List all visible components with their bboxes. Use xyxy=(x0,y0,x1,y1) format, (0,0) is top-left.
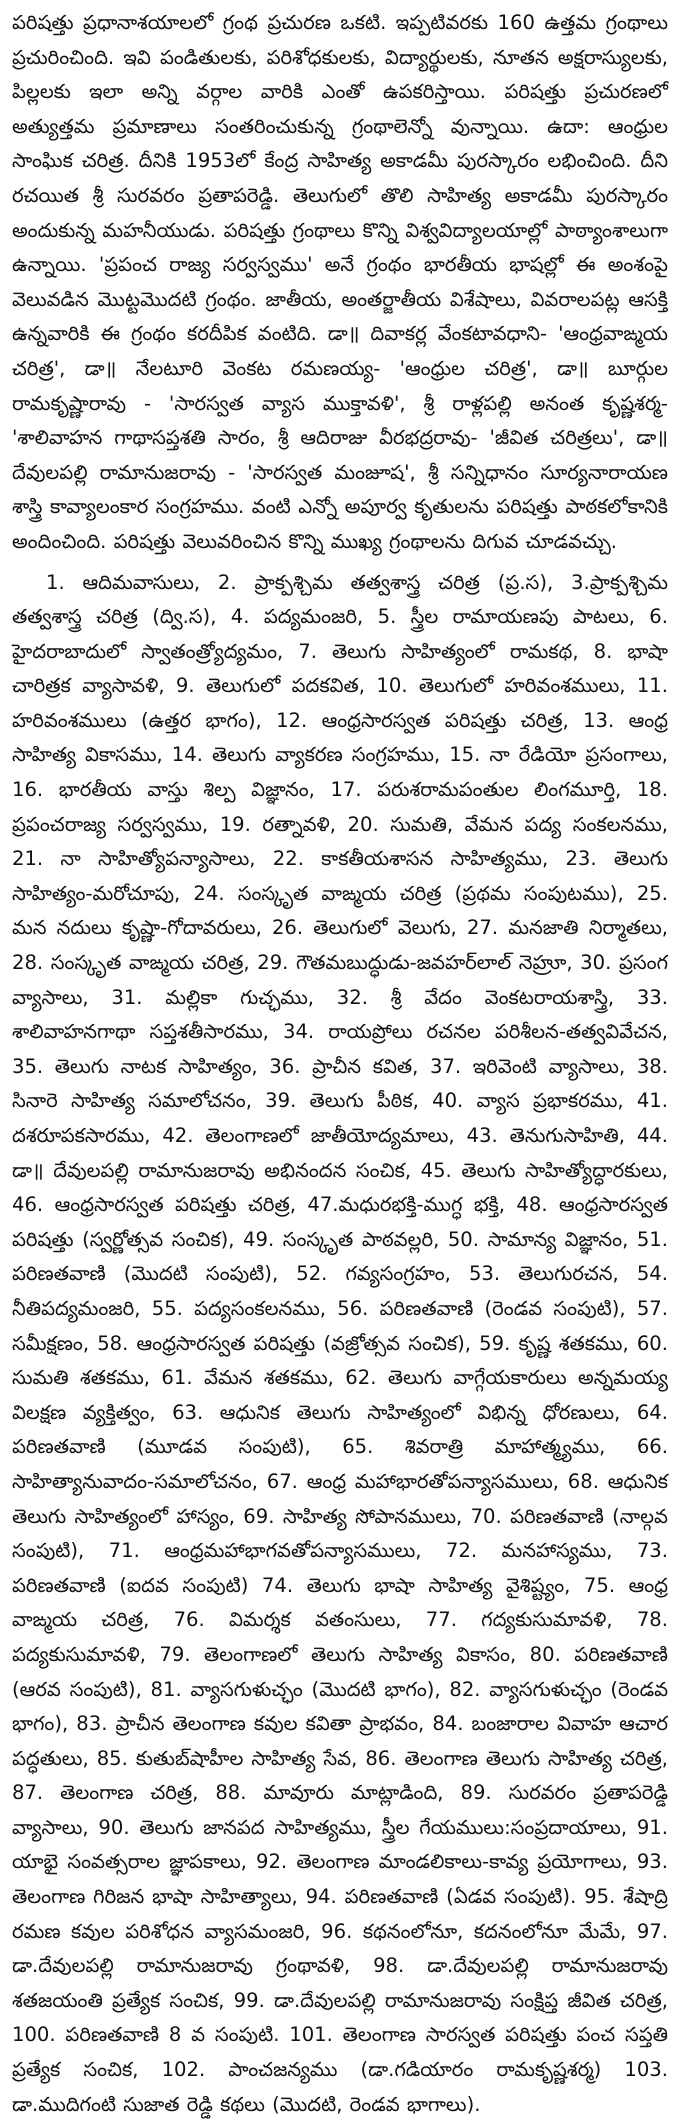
intro-paragraph: పరిషత్తు ప్రధానాశయాలలో గ్రంథ ప్రచురణ ఒకటి. ఇప్పటివరకు 160 ఉత్తమ గ్రంథాలు ప్రచురించింది. ఇవి పండితులకు, పరిశోధకులకు, విద్యార్థులకు, నూతన అక్షరాస్యులకు, పిల్లలకు ఇలా అన్ని వర్గాల వారికి ఎంతో ఉపకరిస్తాయి. పరిషత్తు ప్రచురణలో అత్యుత్తమ ప్రమాణాలు సంతరించుకున్న గ్రంథాలెన్నో వున్నాయి. ఉదా: ఆంధ్రుల సాంఘిక చరిత్ర. దీనికి 1953లో కేంద్ర సాహిత్య అకాడమీ పురస్కారం లభించింది. దీని రచయిత శ్రీ సురవరం ప్రతాపరెడ్డి. తెలుగులో తొలి సాహిత్య అకాడమీ పురస్కారం అందుకున్న మహనీయుడు. పరిషత్తు గ్రంథాలు కొన్ని విశ్వవిద్యాలయాల్లో పాఠ్యాంశాలుగా ఉన్నాయి. 'ప్రపంచ రాజ్య సర్వస్వము' అనే గ్రంథం భారతీయ భాషల్లో ఈ అంశంపై వెలువడిన మొట్టమొదటి గ్రంథం. జాతీయ, అంతర్జాతీయ విశేషాలు, వివరాలపట్ల ఆసక్తి ఉన్నవారికి ఈ గ్రంథం కరదీపిక వంటిది. డా॥ దివాకర్ల వేంకటావధాని- 'ఆంధ్రవాఙ్మయ చరిత్ర', డా॥ నేలటూరి వెంకట రమణయ్య- 'ఆంధ్రుల చరిత్ర', డా॥ బూర్గుల రామకృష్ణారావు - 'సారస్వత వ్యాస ముక్తావళి', శ్రీ రాళ్లపల్లి అనంత కృష్ణశర్మ- 'శాలివాహన గాథాసప్తశతి సారం, శ్రీ ఆదిరాజు వీరభద్రరావు- 'జీవిత చరిత్రలు', డా॥ దేవులపల్లి రామానుజరావు - 'సారస్వత మంజూష', శ్రీ సన్నిధానం సూర్యనారాయణ శాస్త్రి కావ్యాలంకార సంగ్రహము. వంటి ఎన్నో అపూర్వ కృతులను పరిషత్తు పాఠకలోకానికి అందించింది. పరిషత్తు వెలువరించిన కొన్ని ముఖ్య గ్రంథాలను దిగువ చూడవచ్చు. xyxy=(12,6,668,560)
book-list-paragraph: 1. ఆదిమవాసులు, 2. ప్రాక్పశ్చిమ తత్వశాస్త్ర చరిత్ర (ప్ర.స), 3.ప్రాక్పశ్చిమ తత్వశాస్త్ర చరిత్ర (ద్వి.స), 4. పద్యమంజరి, 5. స్త్రీల రామాయణపు పాటలు, 6. హైదరాబాదులో స్వాతంత్ర్యోద్యమం, 7. తెలుగు సాహిత్యంలో రామకథ, 8. భాషా చారిత్రక వ్యాసావళి, 9. తెలుగులో పదకవిత, 10. తెలుగులో హరివంశములు, 11. హరివంశములు (ఉత్తర భాగం), 12. ఆంధ్రసారస్వత పరిషత్తు చరిత్ర, 13. ఆంధ్ర సాహిత్య వికాసము, 14. తెలుగు వ్యాకరణ సంగ్రహము, 15. నా రేడియో ప్రసంగాలు, 16. భారతీయ వాస్తు శిల్ప విజ్ఞానం, 17. పరుశరామపంతుల లింగమూర్తి, 18. ప్రపంచరాజ్య సర్వస్వము, 19. రత్నావళి, 20. సుమతి, వేమన పద్య సంకలనము, 21. నా సాహిత్యోపన్యాసాలు, 22. కాకతీయశాసన సాహిత్యము, 23. తెలుగు సాహిత్యం-మరోచూపు, 24. సంస్కృత వాఙ్మయ చరిత్ర (ప్రథమ సంపుటము), 25. మన నదులు కృష్ణా-గోదావరులు, 26. తెలుగులో వెలుగు, 27. మనజాతి నిర్మాతలు, 28. సంస్కృత వాఙ్మయ చరిత్ర, 29. గౌతమబుద్ధుడు-జవహర్‌లాల్ నెహ్రూ, 30. ప్రసంగ వ్యాసాలు, 31. మల్లికా గుచ్ఛము, 32. శ్రీ వేదం వెంకటరాయశాస్త్రి, 33. శాలివాహనగాథా సప్తశతీసారము, 34. రాయప్రోలు రచనల పరిశీలన-తత్వవివేచన, 35. తెలుగు నాటక సాహిత్యం, 36. ప్రాచీన కవిత, 37. ఇరివెంటి వ్యాసాలు, 38. సినారె సాహిత్య సమాలోచనం, 39. తెలుగు పీఠిక, 40. వ్యాస ప్రభాకరము, 41. దశరూపకసారము, 42. తెలంగాణలో జాతీయోద్యమాలు, 43. తెనుగుసాహితి, 44. డా॥ దేవులపల్లి రామానుజరావు అభినందన సంచిక, 45. తెలుగు సాహిత్యోద్ధారకులు, 46. ఆంధ్రసారస్వత పరిషత్తు చరిత్ర, 47.మధురభక్తి-ముగ్ధ భక్తి, 48. ఆంధ్రసారస్వత పరిషత్తు (స్వర్ణోత్సవ సంచిక), 49. సంస్కృత పాఠవల్లరి, 50. సామాన్య విజ్ఞానం, 51. పరిణతవాణి (మొదటి సంపుటి), 52. గవ్యసంగ్రహం, 53. తెలుగురచన, 54. నీతిపద్యమంజరి, 55. పద్యసంకలనము, 56. పరిణతవాణి (రెండవ సంపుటి), 57. సమీక్షణం, 58. ఆంధ్రసారస్వత పరిషత్తు (వజ్రోత్సవ సంచిక), 59. కృష్ణ శతకము, 60. సుమతి శతకము, 61. వేమన శతకము, 62. తెలుగు వాగ్గేయకారులు అన్నమయ్య విలక్షణ వ్యక్తిత్వం, 63. ఆధునిక తెలుగు సాహిత్యంలో విభిన్న ధోరణులు, 64. పరిణతవాణి (మూడవ సంపుటి), 65. శివరాత్రి మాహాత్మ్యము, 66. సాహిత్యానువాదం-సమాలోచనం, 67. ఆంధ్ర మహాభారతోపన్యాసములు, 68. ఆధునిక తెలుగు సాహిత్యంలో హాస్యం, 69. సాహిత్య సోపానములు, 70. పరిణతవాణి (నాల్గవ సంపుటి), 71. ఆంధ్రమహాభాగవతోపన్యాసములు, 72. మనహాస్యము, 73. పరిణతవాణి (ఐదవ సంపుటి) 74. తెలుగు భాషా సాహిత్య వైశిష్ట్యం, 75. ఆంధ్ర వాఙ్మయ చరిత్ర, 76. విమర్శక వతంసులు, 77. గద్యకుసుమావళి, 78. పద్యకుసుమావళి, 79. తెలంగాణలో తెలుగు సాహిత్య వికాసం, 80. పరిణతవాణి (ఆరవ సంపుటి), 81. వ్యాసగుళుచ్ఛం (మొదటి భాగం), 82. వ్యాసగుళుచ్ఛం (రెండవ భాగం), 83. ప్రాచీన తెలంగాణ కవుల కవితా ప్రాభవం, 84. బంజారాల వివాహ ఆచార పద్ధతులు, 85. కుతుబ్‌షాహీల సాహిత్య సేవ, 86. తెలంగాణ తెలుగు సాహిత్య చరిత్ర, 87. తెలంగాణ చరిత్ర, 88. మావూరు మాట్లాడింది, 89. సురవరం ప్రతాపరెడ్డి వ్యాసాలు, 90. తెలుగు జానపద సాహిత్యము, స్త్రీల గేయములు:సంప్రదాయాలు, 91. యాభై సంవత్సరాల జ్ఞాపకాలు, 92. తెలంగాణ మాండలికాలు-కావ్య ప్రయోగాలు, 93. తెలంగాణ గిరిజన భాషా సాహిత్యాలు, 94. పరిణతవాణి (ఏడవ సంపుటి). 95. శేషాద్రి రమణ కవుల పరిశోధన వ్యాసమంజరి, 96. కథనంలోనూ, కదనంలోనూ మేమే, 97. డా.దేవులపల్లి రామానుజరావు గ్రంథావళి, 98. డా.దేవులపల్లి రామానుజరావు శతజయంతి ప్రత్యేక సంచిక, 99. డా.దేవులపల్లి రామానుజరావు సంక్షిప్త జీవిత చరిత్ర, 100. పరిణతవాణి 8 వ సంపుటి. 101. తెలంగాణ సారస్వత పరిషత్తు పంచ సప్తతి ప్రత్యేక సంచిక, 102. పాంచజన్యము (డా.గడియారం రామకృష్ణశర్మ) 103. డా.ముదిగంటి సుజాత రెడ్డి కథలు (మొదటి, రెండవ భాగాలు). xyxy=(12,566,668,2122)
